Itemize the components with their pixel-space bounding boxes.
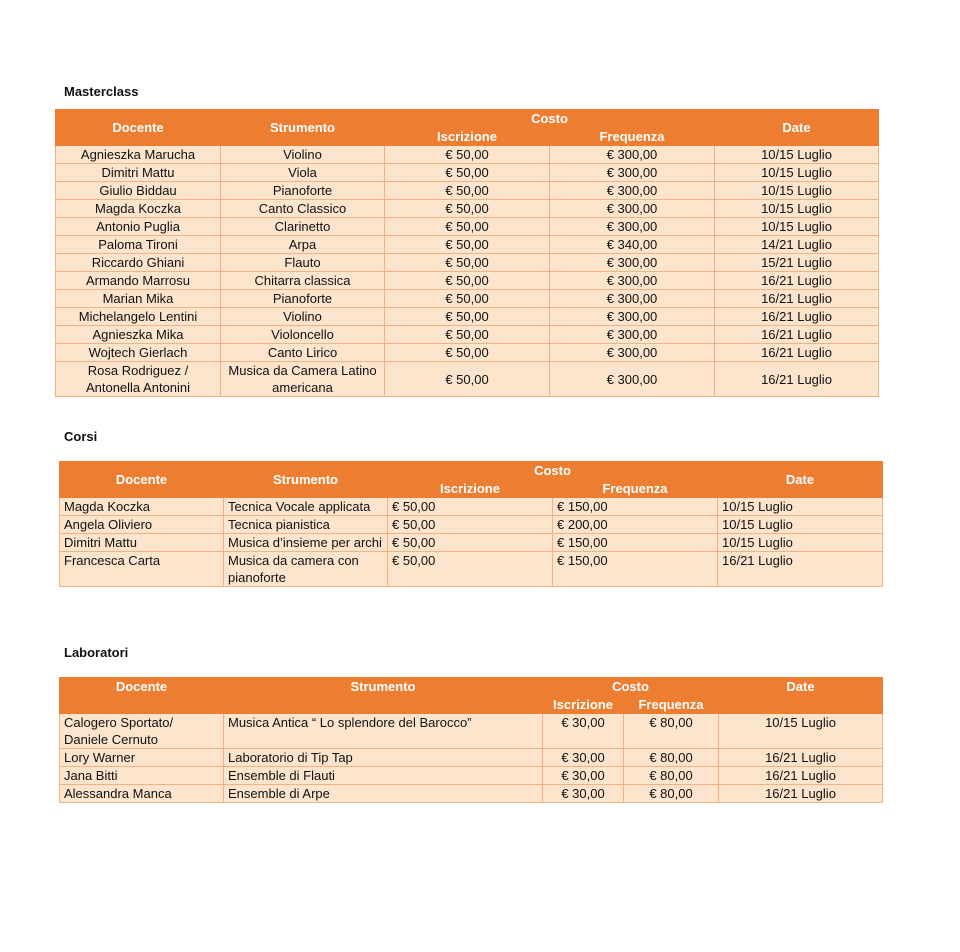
cell-strumento: Ensemble di Flauti [224,767,543,785]
cell-iscrizione: € 30,00 [543,785,624,803]
laboratori-table [59,677,883,803]
header-date: Date [718,462,883,498]
cell-frequenza: € 300,00 [550,308,715,326]
cell-iscrizione: € 50,00 [388,552,553,587]
header-blank [224,696,543,714]
cell-frequenza: € 300,00 [550,362,715,397]
table-row [60,767,883,785]
cell-date: 10/15 Luglio [718,516,883,534]
cell-docente: Giulio Biddau [56,182,221,200]
header-iscrizione: Iscrizione [543,696,624,714]
table-row [56,308,879,326]
corsi-title: Corsi [64,429,98,444]
header-blank [60,696,224,714]
cell-frequenza: € 80,00 [624,749,719,767]
cell-iscrizione: € 50,00 [385,164,550,182]
cell-frequenza: € 300,00 [550,146,715,164]
header-docente: Docente [60,462,224,498]
cell-date: 10/15 Luglio [715,146,879,164]
cell-iscrizione: € 50,00 [385,326,550,344]
cell-docente: Antonio Puglia [56,218,221,236]
cell-date: 16/21 Luglio [715,272,879,290]
cell-docente: Magda Koczka [56,200,221,218]
masterclass-table [55,109,879,397]
cell-iscrizione: € 50,00 [385,272,550,290]
header-strumento: Strumento [221,110,385,146]
cell-docente: Agnieszka Mika [56,326,221,344]
cell-docente: Paloma Tironi [56,236,221,254]
table-row [56,200,879,218]
cell-date: 16/21 Luglio [719,785,883,803]
header-frequenza: Frequenza [553,480,718,498]
cell-date: 10/15 Luglio [718,534,883,552]
cell-docente: Marian Mika [56,290,221,308]
cell-iscrizione: € 50,00 [385,218,550,236]
cell-docente: Wojtech Gierlach [56,344,221,362]
cell-frequenza: € 80,00 [624,767,719,785]
cell-frequenza: € 150,00 [553,498,718,516]
cell-date: 16/21 Luglio [715,308,879,326]
cell-frequenza: € 300,00 [550,182,715,200]
header-frequenza: Frequenza [550,128,715,146]
cell-frequenza: € 300,00 [550,326,715,344]
header-blank [719,696,883,714]
cell-frequenza: € 300,00 [550,218,715,236]
cell-frequenza: € 300,00 [550,254,715,272]
cell-date: 16/21 Luglio [715,326,879,344]
cell-strumento: Arpa [221,236,385,254]
header-docente: Docente [56,110,221,146]
cell-docente: Armando Marrosu [56,272,221,290]
cell-docente: Magda Koczka [60,498,224,516]
cell-date: 14/21 Luglio [715,236,879,254]
cell-docente: Jana Bitti [60,767,224,785]
header-costo: Costo [385,110,715,128]
cell-docente: Agnieszka Marucha [56,146,221,164]
cell-strumento: Musica Antica “ Lo splendore del Barocco” [224,714,543,749]
laboratori-title: Laboratori [64,645,129,660]
table-row [56,254,879,272]
cell-iscrizione: € 50,00 [385,200,550,218]
table-row [56,362,879,397]
cell-strumento: Musica d’insieme per archi [224,534,388,552]
cell-date: 10/15 Luglio [718,498,883,516]
cell-strumento: Violino [221,146,385,164]
cell-docente: Rosa Rodriguez / Antonella Antonini [56,362,221,397]
cell-frequenza: € 300,00 [550,200,715,218]
cell-frequenza: € 300,00 [550,344,715,362]
table-row [56,182,879,200]
cell-iscrizione: € 50,00 [385,236,550,254]
cell-iscrizione: € 50,00 [385,146,550,164]
cell-date: 16/21 Luglio [719,749,883,767]
table-row [56,272,879,290]
cell-strumento: Musica da camera con pianoforte [224,552,388,587]
table-row [56,344,879,362]
header-strumento: Strumento [224,462,388,498]
cell-strumento: Clarinetto [221,218,385,236]
cell-strumento: Canto Classico [221,200,385,218]
header-date: Date [719,678,883,696]
cell-date: 16/21 Luglio [715,344,879,362]
cell-iscrizione: € 30,00 [543,767,624,785]
table-row [60,749,883,767]
table-row [60,785,883,803]
cell-date: 16/21 Luglio [715,290,879,308]
header-iscrizione: Iscrizione [385,128,550,146]
corsi-table [59,461,883,587]
cell-strumento: Canto Lirico [221,344,385,362]
table-row [56,164,879,182]
cell-date: 16/21 Luglio [715,362,879,397]
cell-docente: Francesca Carta [60,552,224,587]
cell-docente: Riccardo Ghiani [56,254,221,272]
cell-date: 10/15 Luglio [719,714,883,749]
cell-strumento: Tecnica pianistica [224,516,388,534]
cell-docente: Michelangelo Lentini [56,308,221,326]
cell-docente: Dimitri Mattu [60,534,224,552]
cell-iscrizione: € 50,00 [388,498,553,516]
cell-iscrizione: € 50,00 [385,308,550,326]
cell-date: 16/21 Luglio [718,552,883,587]
cell-iscrizione: € 50,00 [388,534,553,552]
cell-date: 10/15 Luglio [715,218,879,236]
table-row [60,714,883,749]
cell-iscrizione: € 50,00 [385,290,550,308]
cell-strumento: Violino [221,308,385,326]
cell-iscrizione: € 50,00 [385,344,550,362]
cell-frequenza: € 300,00 [550,272,715,290]
cell-docente: Calogero Sportato/ Daniele Cernuto [60,714,224,749]
header-costo: Costo [388,462,718,480]
header-date: Date [715,110,879,146]
masterclass-title: Masterclass [64,84,139,99]
cell-docente: Lory Warner [60,749,224,767]
header-costo: Costo [543,678,719,696]
table-row [56,326,879,344]
cell-date: 10/15 Luglio [715,164,879,182]
header-docente: Docente [60,678,224,696]
cell-docente: Angela Oliviero [60,516,224,534]
cell-iscrizione: € 50,00 [385,362,550,397]
cell-frequenza: € 300,00 [550,164,715,182]
cell-iscrizione: € 30,00 [543,749,624,767]
cell-docente: Alessandra Manca [60,785,224,803]
cell-frequenza: € 300,00 [550,290,715,308]
cell-strumento: Laboratorio di Tip Tap [224,749,543,767]
cell-strumento: Chitarra classica [221,272,385,290]
header-frequenza: Frequenza [624,696,719,714]
table-row [56,236,879,254]
table-row [56,218,879,236]
cell-iscrizione: € 50,00 [385,182,550,200]
cell-strumento: Ensemble di Arpe [224,785,543,803]
header-strumento: Strumento [224,678,543,696]
cell-frequenza: € 80,00 [624,785,719,803]
cell-date: 10/15 Luglio [715,200,879,218]
cell-strumento: Pianoforte [221,290,385,308]
cell-date: 10/15 Luglio [715,182,879,200]
cell-strumento: Viola [221,164,385,182]
cell-docente: Dimitri Mattu [56,164,221,182]
cell-strumento: Violoncello [221,326,385,344]
table-row [60,534,883,552]
cell-frequenza: € 340,00 [550,236,715,254]
table-row [56,290,879,308]
cell-strumento: Pianoforte [221,182,385,200]
cell-strumento: Musica da Camera Latino americana [221,362,385,397]
table-row [60,552,883,587]
cell-strumento: Tecnica Vocale applicata [224,498,388,516]
cell-date: 16/21 Luglio [719,767,883,785]
cell-strumento: Flauto [221,254,385,272]
cell-frequenza: € 200,00 [553,516,718,534]
cell-iscrizione: € 50,00 [388,516,553,534]
cell-date: 15/21 Luglio [715,254,879,272]
cell-frequenza: € 80,00 [624,714,719,749]
header-iscrizione: Iscrizione [388,480,553,498]
cell-iscrizione: € 30,00 [543,714,624,749]
table-row [60,516,883,534]
table-row [56,146,879,164]
cell-frequenza: € 150,00 [553,534,718,552]
cell-iscrizione: € 50,00 [385,254,550,272]
table-row [60,498,883,516]
cell-frequenza: € 150,00 [553,552,718,587]
